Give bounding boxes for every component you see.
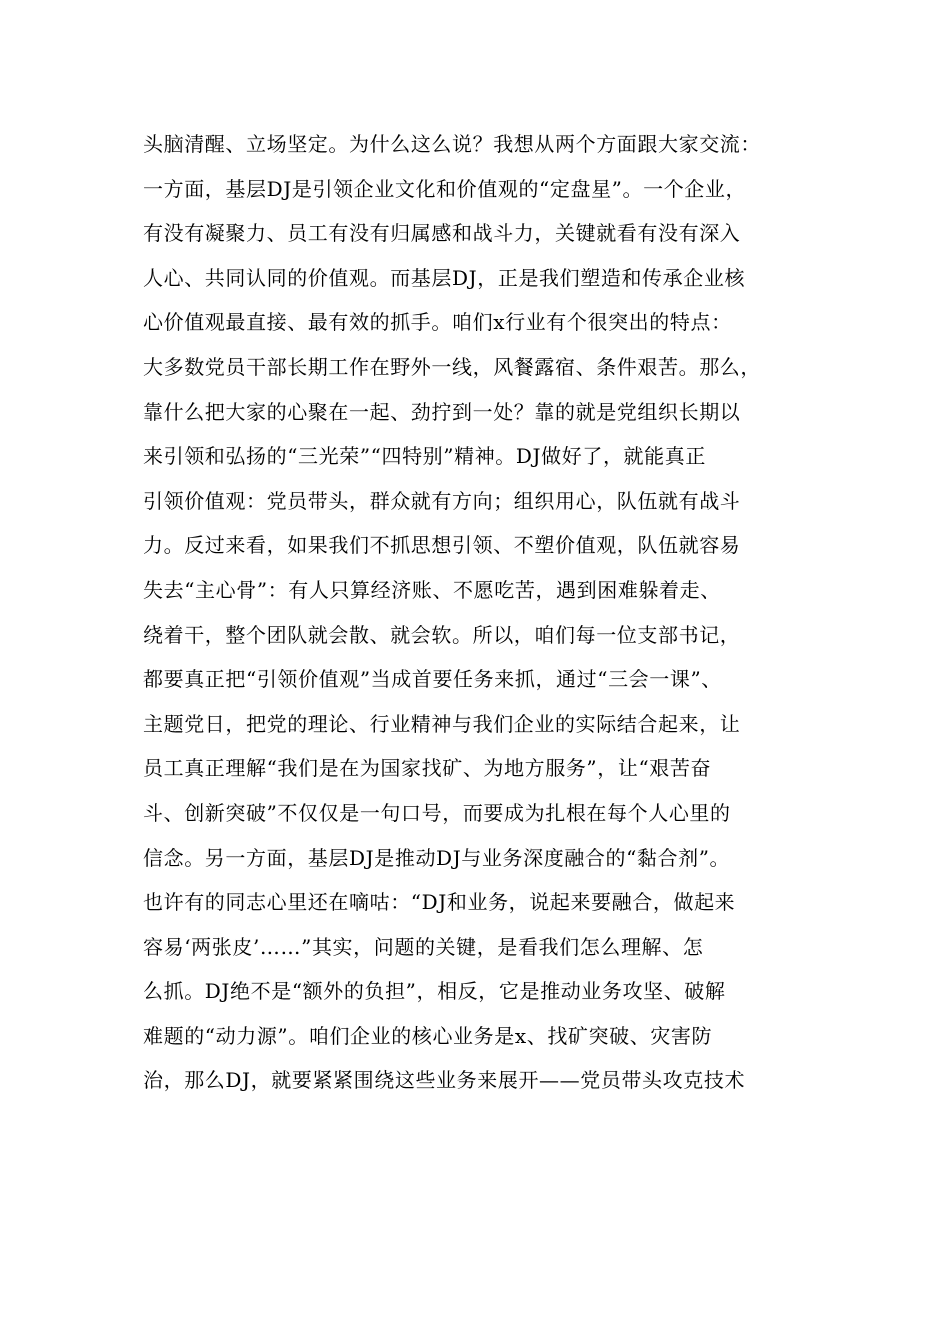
- text-line: 容易‘两张皮’……”其实，问题的关键，是看我们怎么理解、怎: [143, 934, 704, 959]
- text-line: 信念。另一方面，基层DJ是推动DJ与业务深度融合的“黏合剂”。: [143, 845, 731, 870]
- body-text: [143, 122, 833, 1103]
- text-line: 心价值观最直接、最有效的抓手。咱们x行业有个很突出的特点：: [143, 310, 732, 335]
- text-line: 难题的“动力源”。咱们企业的核心业务是x、找矿突破、灾害防: [143, 1023, 713, 1048]
- text-line: 也许有的同志心里还在嘀咕：“DJ和业务，说起来要融合，做起来: [143, 890, 736, 915]
- text-line: 有没有凝聚力、员工有没有归属感和战斗力，关键就看有没有深入: [143, 221, 741, 246]
- text-line: 绕着干，整个团队就会散、就会软。所以，咱们每一位支部书记，: [143, 622, 741, 647]
- text-line: 员工真正理解“我们是在为国家找矿、为地方服务”，让“艰苦奋: [143, 756, 712, 781]
- text-line: 斗、创新突破”不仅仅是一句口号，而要成为扎根在每个人心里的: [143, 800, 731, 825]
- text-line: 力。反过来看，如果我们不抓思想引领、不塑价值观，队伍就容易: [143, 533, 741, 558]
- text-line: 大多数党员干部长期工作在野外一线，风餐露宿、条件艰苦。那么，: [143, 354, 761, 379]
- text-line: 人心、共同认同的价值观。而基层DJ，正是我们塑造和传承企业核: [143, 265, 746, 290]
- text-line: 治，那么DJ，就要紧紧围绕这些业务来展开——党员带头攻克技术: [143, 1068, 746, 1093]
- text-line: 么抓。DJ绝不是“额外的负担”，相反，它是推动业务攻坚、破解: [143, 979, 726, 1004]
- text-line: 主题党日，把党的理论、行业精神与我们企业的实际结合起来，让: [143, 711, 741, 736]
- text-line: 都要真正把“引领价值观”当成首要任务来抓，通过“三会一课”、: [143, 667, 722, 692]
- text-line: 引领价值观：党员带头，群众就有方向；组织用心，队伍就有战斗: [143, 488, 741, 513]
- text-line: 头脑清醒、立场坚定。为什么这么说？我想从两个方面跟大家交流：: [143, 132, 761, 156]
- text-line: 失去“主心骨”：有人只算经济账、不愿吃苦，遇到困难躲着走、: [143, 577, 721, 602]
- text-line: 一方面，基层DJ是引领企业文化和价值观的“定盘星”。一个企业，: [143, 176, 747, 201]
- text-line: 靠什么把大家的心聚在一起、劲拧到一处？靠的就是党组织长期以: [143, 399, 741, 424]
- text-line: 来引领和弘扬的“三光荣”“四特别”精神。DJ做好了，就能真正: [143, 444, 706, 469]
